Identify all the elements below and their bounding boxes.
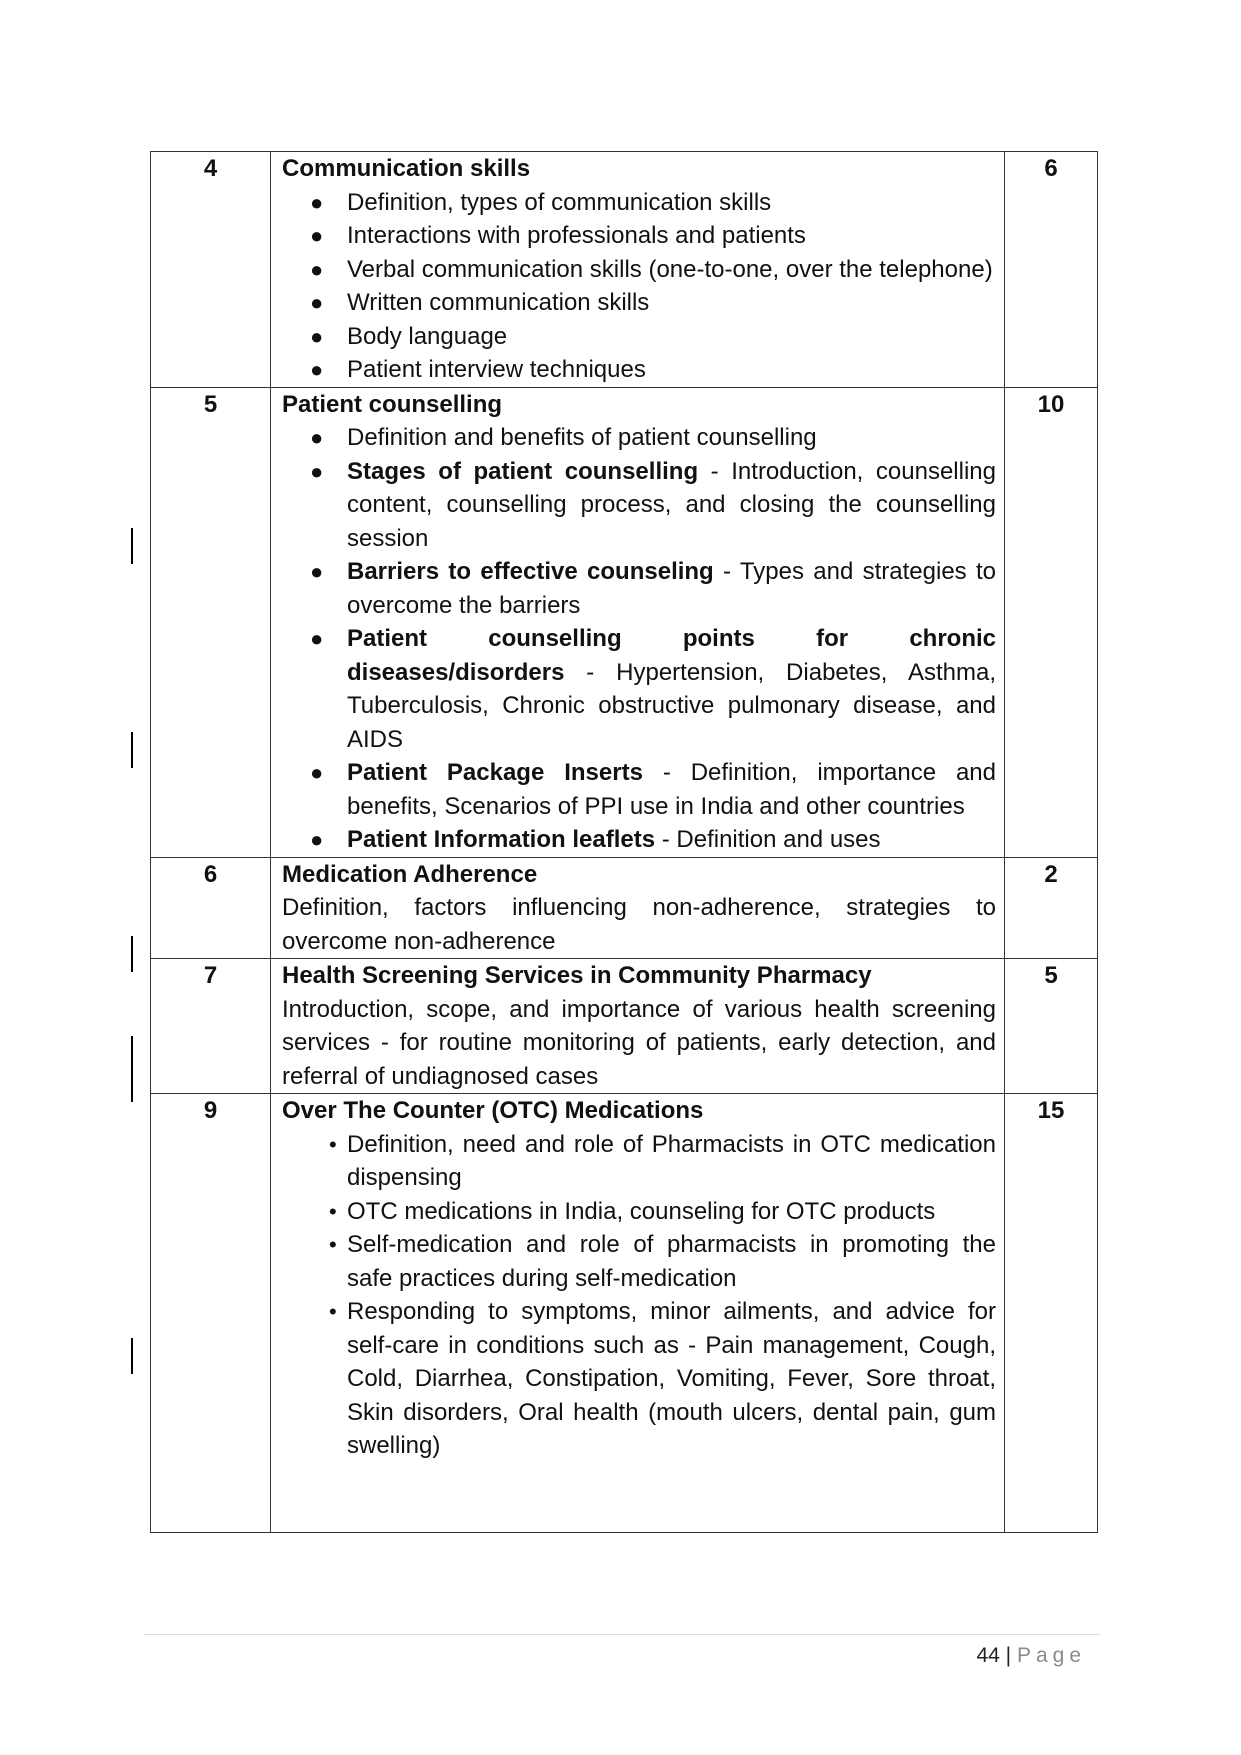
- topic-content: [271, 959, 1005, 1094]
- bullet-icon: •: [329, 1299, 337, 1324]
- page-footer: [976, 1644, 1086, 1668]
- topic-content: [271, 387, 1005, 857]
- bullet-icon: ●: [310, 290, 324, 315]
- page-number: 44: [976, 1644, 1000, 1667]
- topic-title: Communication skills: [282, 155, 531, 182]
- list-item: ● Interactions with professionals and patients: [282, 219, 996, 253]
- revision-change-bar: [131, 1338, 133, 1374]
- hours-value: 2: [1005, 857, 1098, 959]
- bullet-icon: ●: [310, 626, 324, 651]
- revision-change-bar: [131, 528, 133, 564]
- list-item: ● Verbal communication skills (one-to-one, over the telephone): [282, 253, 996, 287]
- list-item: ● Patient counselling points for chronic diseases/disorders - Hypertension, Diabetes, Asthma, Tuberculosis, Chronic obstructive pulmonary disease, and AIDS: [282, 622, 996, 756]
- list-item: ● Patient Information leaflets - Definition and uses: [282, 823, 996, 857]
- bullet-icon: •: [329, 1198, 337, 1224]
- table-row: [151, 152, 1098, 388]
- topic-title: Health Screening Services in Community Pharmacy: [282, 962, 872, 989]
- list-item: • Definition, need and role of Pharmacists in OTC medication dispensing: [282, 1128, 996, 1195]
- footer-separator: |: [1005, 1644, 1012, 1667]
- list-item: • Responding to symptoms, minor ailments, and advice for self-care in conditions such as - Pain management, Cough, Cold, Diarrhea, Constipation, Vomiting, Fever, Sore throat, Skin disorders, Oral health (mouth ulcers, dental pain, gum swelling): [282, 1295, 996, 1463]
- topic-bullet-list: [282, 1128, 996, 1463]
- topic-title: Over The Counter (OTC) Medications: [282, 1097, 704, 1124]
- table-row: [151, 959, 1098, 1094]
- list-item: ● Definition and benefits of patient counselling: [282, 421, 996, 455]
- bullet-icon: ●: [310, 357, 324, 382]
- revision-change-bar: [131, 1036, 133, 1102]
- revision-change-bar: [131, 732, 133, 768]
- list-item: ● Definition, types of communication skills: [282, 186, 996, 220]
- footer-divider: [144, 1634, 1100, 1635]
- revision-change-bar: [131, 936, 133, 972]
- table-row: [151, 1094, 1098, 1533]
- list-item: ● Stages of patient counselling - Introduction, counselling content, counselling process, and closing the counselling session: [282, 455, 996, 556]
- topic-content: [271, 1094, 1005, 1533]
- topic-title: Medication Adherence: [282, 860, 538, 888]
- unit-number: 7: [151, 959, 271, 1094]
- bullet-icon: ●: [310, 189, 324, 215]
- unit-number: 4: [151, 152, 271, 388]
- topic-bullet-list: [282, 186, 996, 387]
- hours-value: 10: [1005, 387, 1098, 857]
- bullet-icon: ●: [310, 425, 324, 450]
- hours-value: 5: [1005, 959, 1098, 1094]
- topic-bullet-list: [282, 421, 996, 857]
- topic-description: Introduction, scope, and importance of various health screening services - for routine monitoring of patients, early detection, and referral of undiagnosed cases: [282, 995, 996, 1090]
- topic-content: [271, 857, 1005, 959]
- bullet-icon: ●: [310, 223, 324, 248]
- bullet-icon: ●: [310, 323, 324, 349]
- list-item: ● Body language: [282, 320, 996, 354]
- bullet-icon: ●: [310, 559, 324, 584]
- table-row: [151, 387, 1098, 857]
- hours-value: 15: [1005, 1094, 1098, 1533]
- page-label: Page: [1016, 1644, 1086, 1667]
- list-item: ● Patient interview techniques: [282, 353, 996, 387]
- bullet-icon: ●: [310, 256, 324, 282]
- bullet-icon: ●: [310, 827, 324, 852]
- bullet-icon: ●: [310, 458, 324, 484]
- unit-number: 5: [151, 387, 271, 857]
- topic-title: Patient counselling: [282, 390, 503, 418]
- bullet-icon: •: [329, 1232, 337, 1257]
- syllabus-table: [150, 151, 1098, 1533]
- list-item: ● Written communication skills: [282, 286, 996, 320]
- hours-value: 6: [1005, 152, 1098, 388]
- unit-number: 6: [151, 857, 271, 959]
- unit-number: 9: [151, 1094, 271, 1533]
- list-item: • Self-medication and role of pharmacists in promoting the safe practices during self-medication: [282, 1228, 996, 1295]
- topic-content: [271, 152, 1005, 388]
- bullet-icon: ●: [310, 760, 324, 785]
- table-row: [151, 857, 1098, 959]
- list-item: ● Barriers to effective counseling - Types and strategies to overcome the barriers: [282, 555, 996, 622]
- topic-description: Definition, factors influencing non-adherence, strategies to overcome non-adherence: [282, 894, 996, 955]
- list-item: • OTC medications in India, counseling for OTC products: [282, 1195, 996, 1229]
- list-item: ● Patient Package Inserts - Definition, importance and benefits, Scenarios of PPI use in India and other countries: [282, 756, 996, 823]
- bullet-icon: •: [329, 1131, 337, 1157]
